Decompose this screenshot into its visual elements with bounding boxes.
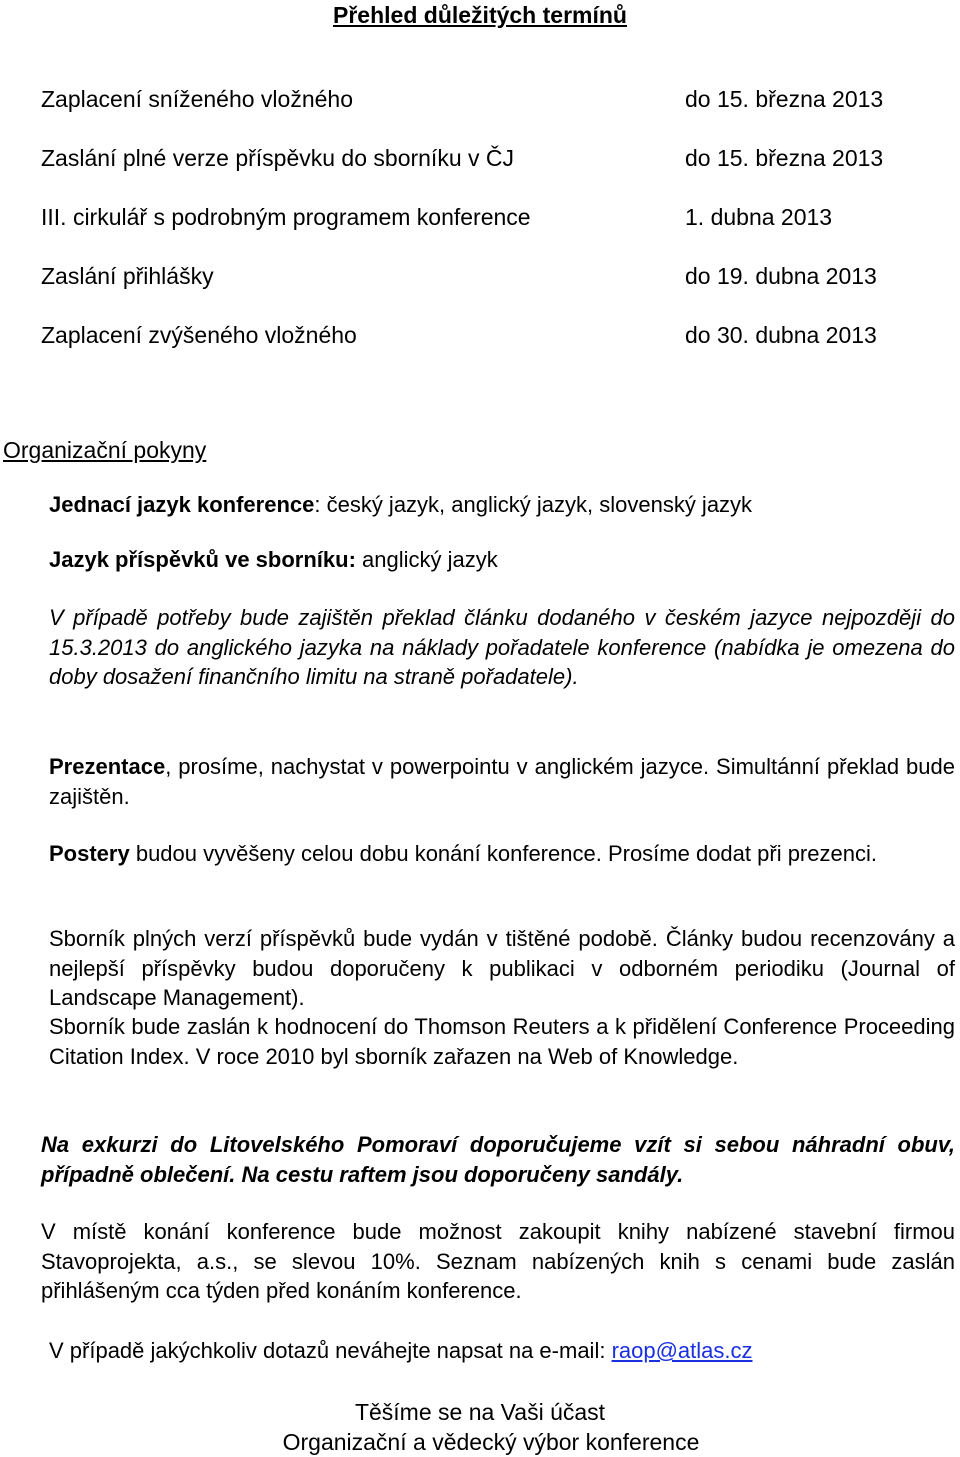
presentation-label: Prezentace xyxy=(49,754,166,779)
deadline-date: do 15. března 2013 xyxy=(685,145,884,171)
translation-note-paragraph: V případě potřeby bude zajištěn překlad článku dodaného v českém jazyce nejpozději do 15.3.2013 do anglického jazyka na náklady pořadatele konference (nabídka je omezena do doby dosažení finančního limitu na straně pořadatele). xyxy=(49,605,955,689)
email-link[interactable]: raop@atlas.cz xyxy=(611,1338,753,1363)
presentation-text: , prosíme, nachystat v powerpointu v anglickém jazyce. Simultánní překlad bude zajištěn. xyxy=(49,754,955,809)
conference-language-label: Jednací jazyk konference xyxy=(49,492,315,517)
deadline-label: Zaplacení zvýšeného vložného xyxy=(41,322,357,348)
posters-text: budou vyvěšeny celou dobu konání konference. Prosíme dodat při prezenci. xyxy=(129,841,877,866)
deadline-label: Zaslání plné verze příspěvku do sborníku v ČJ xyxy=(41,145,515,171)
conference-language-value: : český jazyk, anglický jazyk, slovenský jazyk xyxy=(314,492,753,517)
proceedings-language-paragraph xyxy=(49,545,955,575)
proceedings-language-value: anglický jazyk xyxy=(355,547,498,572)
deadline-date: 1. dubna 2013 xyxy=(685,204,833,230)
contact-text: V případě jakýchkoliv dotazů neváhejte napsat na e-mail: xyxy=(49,1338,612,1363)
section-heading: Organizační pokyny xyxy=(3,437,207,463)
page-title: Přehled důležitých termínů xyxy=(333,2,627,28)
indexing-paragraph: Sborník bude zaslán k hodnocení do Thomson Reuters a k přidělení Conference Proceeding Citation Index. V roce 2010 byl sborník zařazen na Web of Knowledge. xyxy=(49,1014,955,1069)
conference-language-paragraph xyxy=(49,490,955,520)
deadline-date: do 30. dubna 2013 xyxy=(685,322,877,348)
posters-label: Postery xyxy=(49,841,130,866)
deadline-label: III. cirkulář s podrobným programem konference xyxy=(41,204,531,230)
posters-paragraph xyxy=(49,839,955,869)
proceedings-language-label: Jazyk příspěvků ve sborníku: xyxy=(49,547,356,572)
contact-paragraph xyxy=(49,1336,955,1366)
books-paragraph: V místě konání konference bude možnost zakoupit knihy nabízené stavební firmou Stavoprojekta, a.s., se slevou 10%. Seznam nabízených knih s cenami bude zaslán přihlášeným cca týden před konáním konference. xyxy=(41,1219,955,1303)
deadline-label: Zaplacení sníženého vložného xyxy=(41,86,353,112)
deadline-label: Zaslání přihlášky xyxy=(41,263,214,289)
excursion-paragraph: Na exkurzi do Litovelského Pomoraví doporučujeme vzít si sebou náhradní obuv, případně oblečení. Na cestu raftem jsou doporučeny sandály. xyxy=(41,1132,955,1187)
deadline-date: do 15. března 2013 xyxy=(685,86,884,112)
closing-line: Těšíme se na Vaši účast xyxy=(354,1399,606,1425)
presentation-paragraph xyxy=(49,752,955,811)
proceedings-paragraph: Sborník plných verzí příspěvků bude vydán v tištěné podobě. Články budou recenzovány a nejlepší příspěvky budou doporučeny k publikaci v odborném periodiku (Journal of Landscape Management). xyxy=(49,926,955,1010)
signature-line: Organizační a vědecký výbor konference xyxy=(282,1429,700,1455)
deadline-date: do 19. dubna 2013 xyxy=(685,263,877,289)
